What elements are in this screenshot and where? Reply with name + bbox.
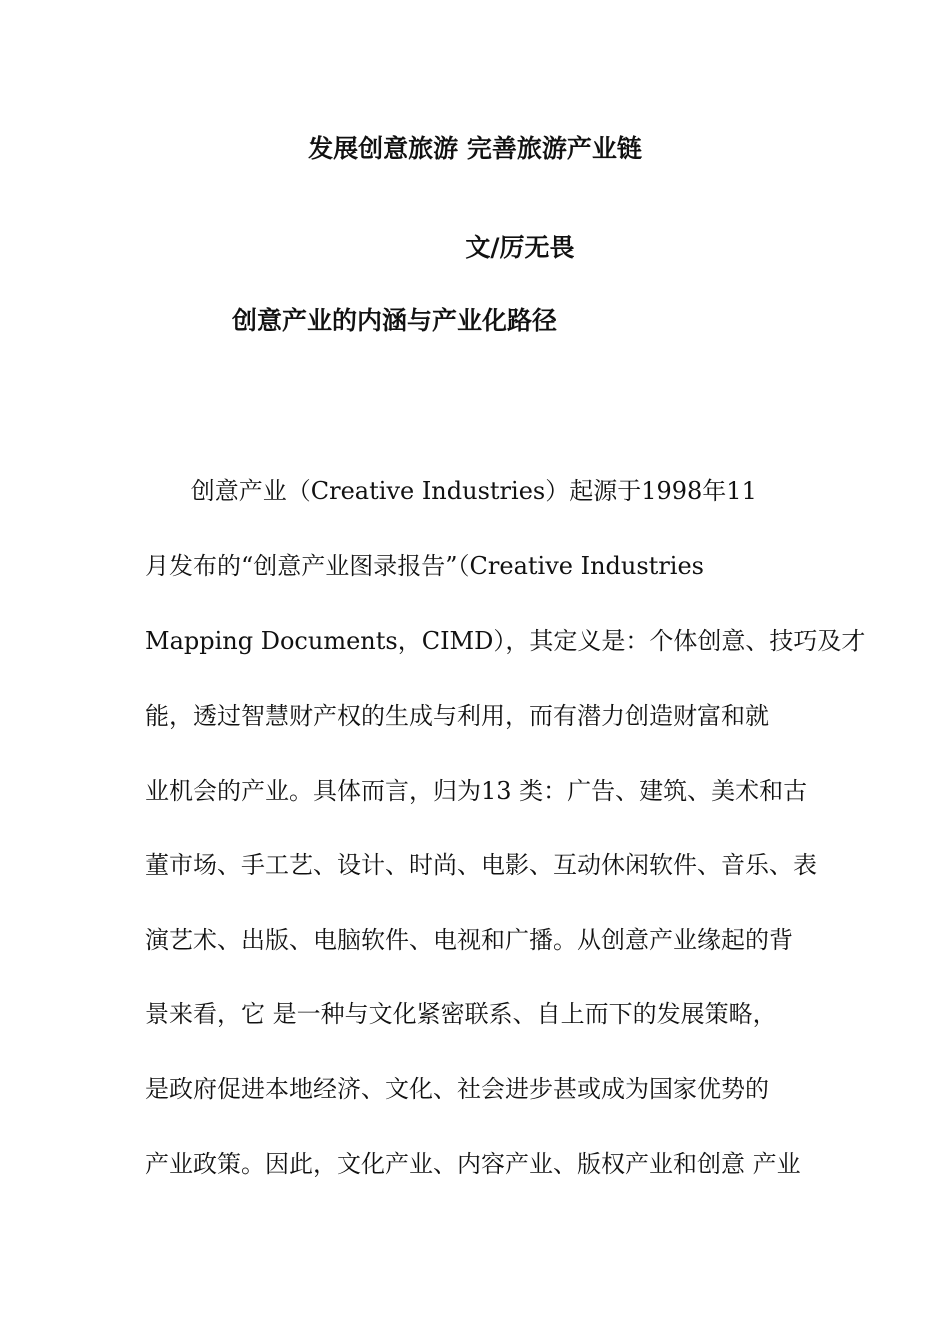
paragraph-line: 创意产业（Creative Industries）起源于1998年11 [145,477,757,505]
paragraph-line: 董市场、手工艺、设计、时尚、电影、互动休闲软件、音乐、表 [145,851,817,879]
paragraph-line: 业机会的产业。具体而言，归为13 类：广告、建筑、美术和古 [145,777,808,805]
paragraph-line: 月发布的“创意产业图录报告”（Creative Industries [145,552,704,580]
paragraph-line: Mapping Documents，CIMD），其定义是：个体创意、技巧及才 [145,627,866,655]
paragraph-line: 景来看，它 是一种与文化紧密联系、自上而下的发展策略， [145,1000,777,1028]
paragraph-line: 产业政策。因此，文化产业、内容产业、版权产业和创意 产业 [145,1150,801,1178]
section-heading: 创意产业的内涵与产业化路径 [232,306,558,335]
paragraph-line: 演艺术、出版、电脑软件、电视和广播。从创意产业缘起的背 [145,926,793,954]
paragraph-line: 是政府促进本地经济、文化、社会进步甚或成为国家优势的 [145,1075,769,1103]
author-byline: 文/厉无畏 [465,233,575,262]
document-title: 发展创意旅游 完善旅游产业链 [308,134,642,163]
paragraph-line: 能，透过智慧财产权的生成与利用，而有潜力创造财富和就 [145,702,769,730]
